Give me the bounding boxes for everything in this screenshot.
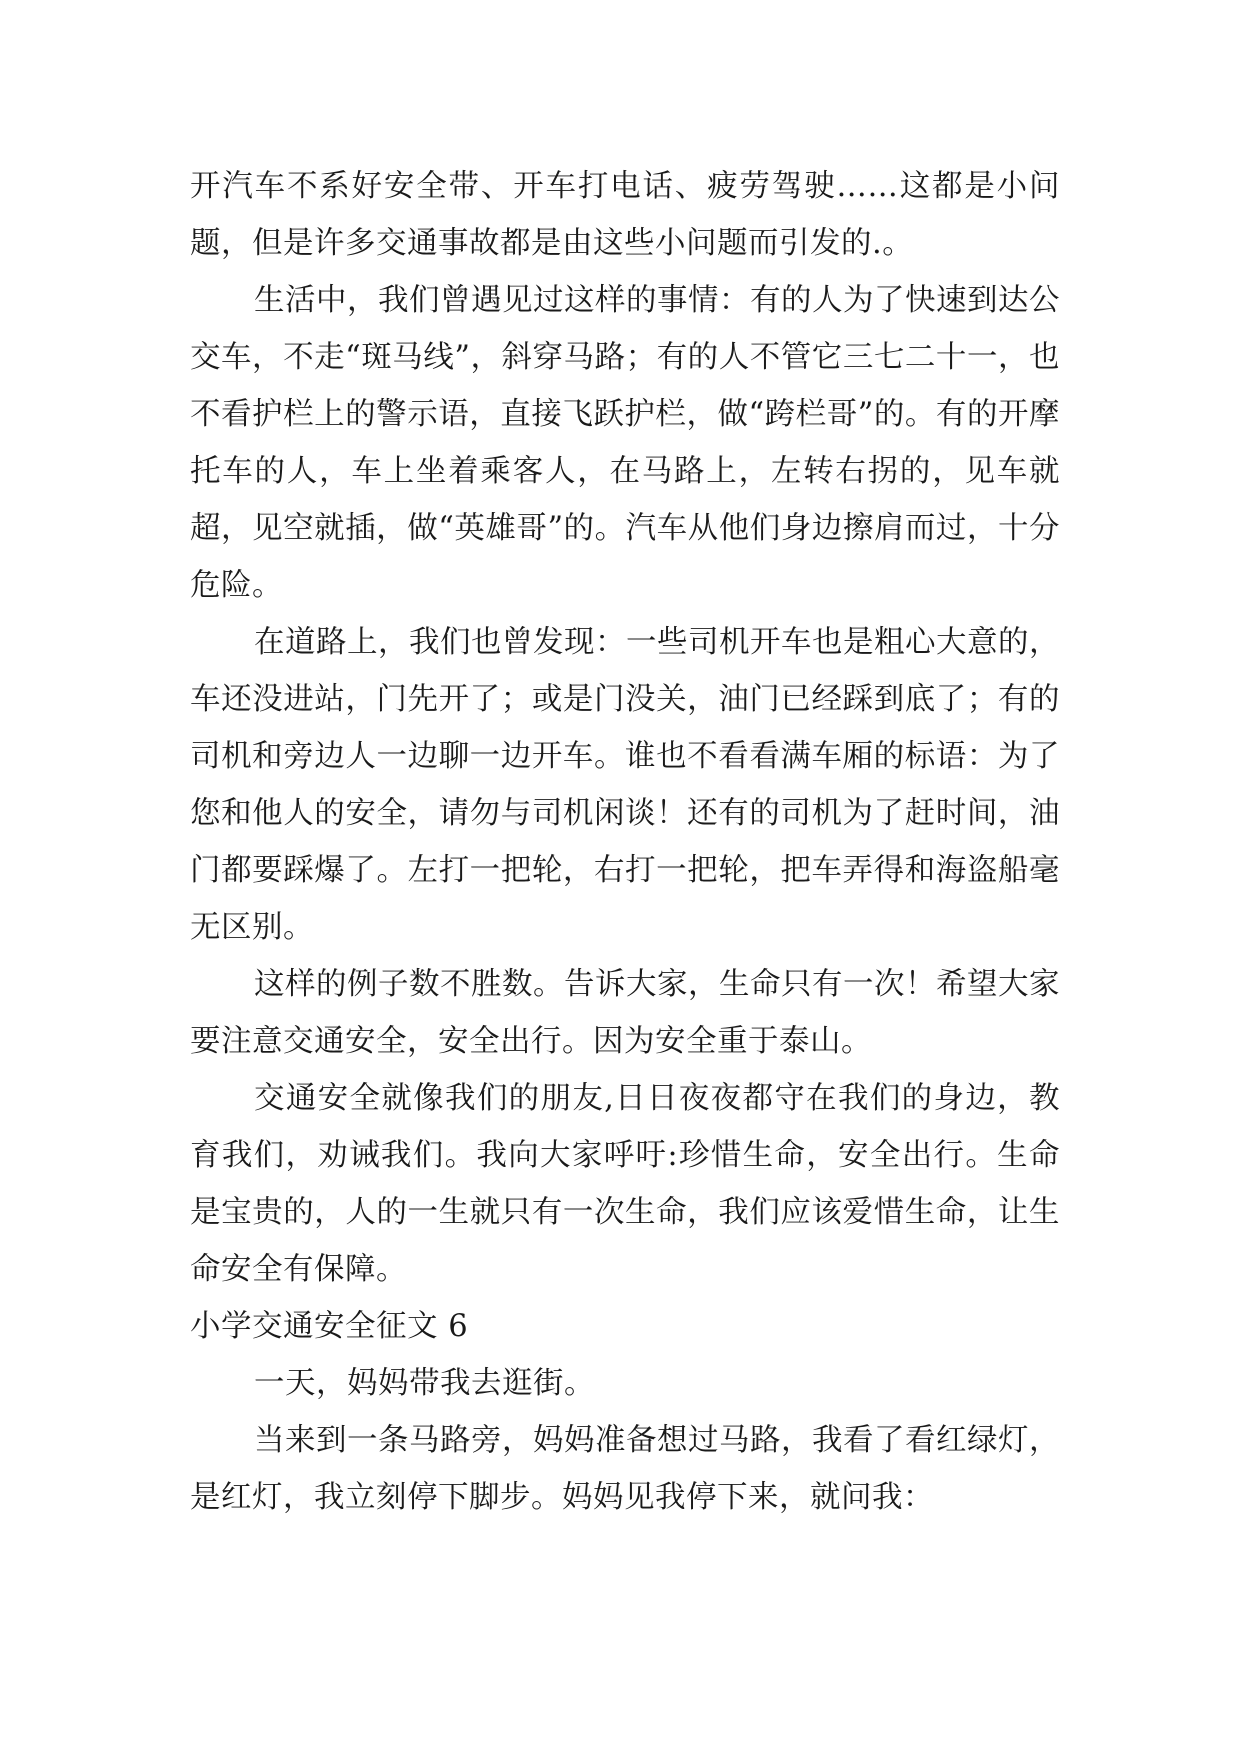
document-body — [190, 158, 1060, 1526]
paragraph-road-drivers: 在道路上，我们也曾发现：一些司机开车也是粗心大意的，车还没进站，门先开了；或是门没关，油门已经踩到底了；有的司机和旁边人一边聊一边开车。谁也不看看满车厢的标语：为了您和他人的安全，请勿与司机闲谈！还有的司机为了赶时间，油门都要踩爆了。左打一把轮，右打一把轮，把车弄得和海盗船毫无区别。 — [190, 625, 1060, 945]
paragraph-shopping: 一天，妈妈带我去逛街。 — [254, 1366, 595, 1401]
paragraph-continuation: 开汽车不系好安全带、开车打电话、疲劳驾驶……这都是小问题，但是许多交通事故都是由这些小问题而引发的.。 — [190, 169, 1060, 261]
section-title: 小学交通安全征文 6 — [190, 1309, 469, 1344]
paragraph-countless-examples: 这样的例子数不胜数。告诉大家，生命只有一次！希望大家要注意交通安全，安全出行。因为安全重于泰山。 — [190, 967, 1060, 1059]
paragraph-red-light: 当来到一条马路旁，妈妈准备想过马路，我看了看红绿灯，是红灯，我立刻停下脚步。妈妈见我停下来，就问我： — [190, 1423, 1060, 1515]
paragraph-safety-friend: 交通安全就像我们的朋友,日日夜夜都守在我们的身边，教育我们，劝诫我们。我向大家呼吁:珍惜生命，安全出行。生命是宝贵的，人的一生就只有一次生命，我们应该爱惜生命，让生命安全有保障。 — [190, 1081, 1060, 1287]
paragraph-life-examples: 生活中，我们曾遇见过这样的事情：有的人为了快速到达公交车，不走“斑马线”，斜穿马路；有的人不管它三七二十一，也不看护栏上的警示语，直接飞跃护栏，做“跨栏哥”的。有的开摩托车的人，车上坐着乘客人，在马路上，左转右拐的，见车就超，见空就插，做“英雄哥”的。汽车从他们身边擦肩而过，十分危险。 — [190, 283, 1060, 603]
